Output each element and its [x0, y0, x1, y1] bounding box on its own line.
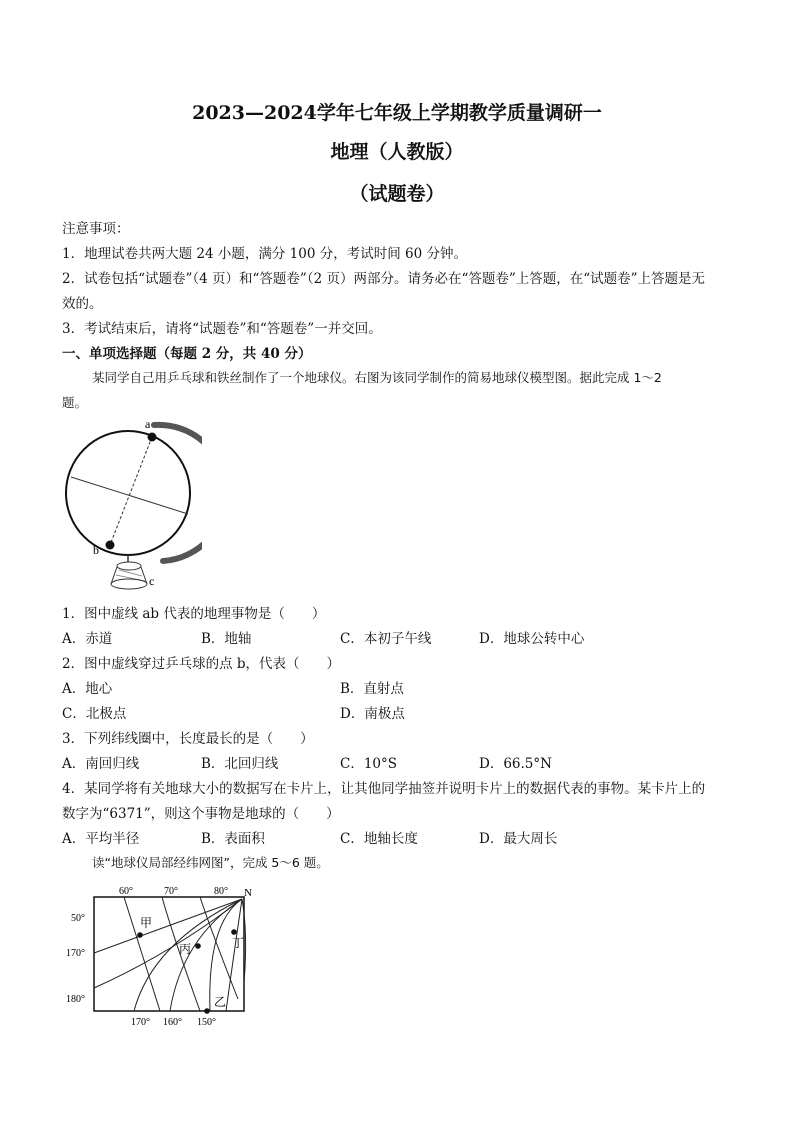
q4-option-a: A．平均半径: [62, 831, 140, 847]
section1-intro-cont: 题。: [62, 395, 88, 410]
q3-option-b: B．北回归线: [201, 756, 279, 772]
notice-item-2: 2．试卷包括“试题卷”（4 页）和“答题卷”（2 页）两部分。请务必在“答题卷”上答题，在“试题卷”上答题是无: [62, 271, 706, 287]
fig2-left-label-3: 180°: [66, 994, 85, 1005]
section1-intro: 某同学自己用乒乓球和铁丝制作了一个地球仪。右图为该同学制作的简易地球仪模型图。据此完成 1～2: [92, 370, 662, 385]
fig2-point-yi: 乙: [214, 995, 227, 1009]
q3-option-c: C．10°S: [340, 756, 398, 772]
section1-heading: 一、单项选择题（每题 2 分，共 40 分）: [62, 346, 312, 362]
fig2-bottom-label-3: 150°: [197, 1017, 216, 1028]
q2-option-d: D．南极点: [340, 706, 405, 722]
q4-option-c: C．地轴长度: [340, 831, 418, 847]
fig2-bottom-label-2: 160°: [163, 1017, 182, 1028]
exam-title: 2023—2024学年七年级上学期教学质量调研一: [192, 102, 602, 124]
fig2-bottom-label-1: 170°: [131, 1017, 150, 1028]
q2-option-b: B．直射点: [340, 681, 404, 697]
fig2-point-ding: 丁: [232, 936, 245, 950]
q1-option-d: D．地球公转中心: [479, 631, 585, 647]
notice-heading: 注意事项：: [62, 221, 130, 237]
q3-option-d: D．66.5°N: [479, 756, 552, 772]
question-1-stem: 1．图中虚线 ab 代表的地理事物是（ ）: [62, 606, 326, 622]
fig2-north-label: N: [244, 887, 252, 899]
fig2-top-label-1: 60°: [119, 886, 133, 897]
question-4-stem-cont: 数字为“6371”，则这个事物是地球的（ ）: [62, 806, 340, 822]
figure1-label-b: b: [93, 543, 99, 557]
section-intro-2: 读“地球仪局部经纬网图”，完成 5～6 题。: [92, 855, 329, 870]
question-2-stem: 2．图中虚线穿过乒乓球的点 b，代表（ ）: [62, 656, 341, 672]
question-3-stem: 3．下列纬线圈中，长度最长的是（ ）: [62, 731, 314, 747]
fig2-top-label-3: 80°: [214, 886, 228, 897]
fig2-left-label-1: 50°: [71, 913, 85, 924]
fig2-point-jia: 甲: [140, 916, 153, 930]
q4-option-d: D．最大周长: [479, 831, 558, 847]
fig2-point-bing: 丙: [179, 942, 192, 956]
q1-option-a: A．赤道: [62, 631, 113, 647]
graticule-figure: [62, 883, 262, 1031]
notice-item-1: 1．地理试卷共两大题 24 小题，满分 100 分，考试时间 60 分钟。: [62, 246, 467, 262]
notice-item-2-cont: 效的。: [62, 296, 103, 312]
q2-option-c: C．北极点: [62, 706, 127, 722]
globe-model-figure: [62, 418, 202, 593]
figure1-label-c: c: [149, 574, 155, 588]
exam-subtitle: 地理（人教版）: [330, 141, 464, 163]
fig2-top-label-2: 70°: [164, 886, 178, 897]
question-4-stem: 4．某同学将有关地球大小的数据写在卡片上，让其他同学抽签并说明卡片上的数据代表的事物。某卡片上的: [62, 781, 706, 797]
exam-part: （试题卷）: [349, 183, 445, 205]
notice-item-3: 3．考试结束后，请将“试题卷”和“答题卷”一并交回。: [62, 321, 382, 337]
fig2-left-label-2: 170°: [66, 948, 85, 959]
q3-option-a: A．南回归线: [62, 756, 140, 772]
q1-option-b: B．地轴: [201, 631, 252, 647]
q4-option-b: B．表面积: [201, 831, 265, 847]
figure1-label-a: a: [145, 418, 151, 431]
q2-option-a: A．地心: [62, 681, 113, 697]
q1-option-c: C．本初子午线: [340, 631, 432, 647]
